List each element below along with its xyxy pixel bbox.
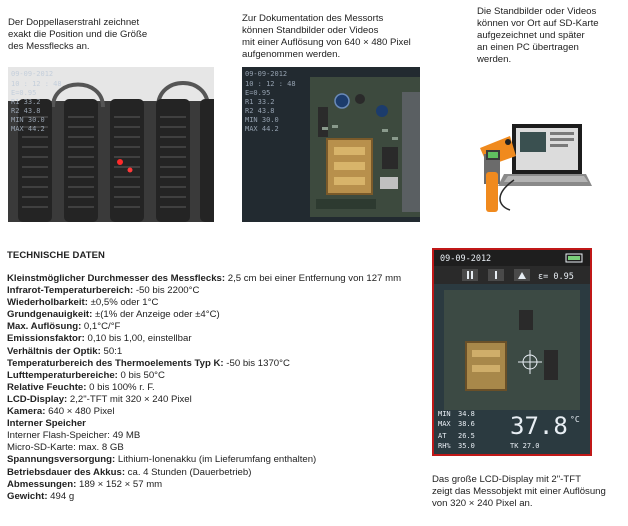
spec-row: Emissionsfaktor: 0,10 bis 1,00, einstellbar <box>7 333 192 345</box>
overlay-r2-2: R2 43.8 <box>245 107 275 115</box>
overlay-date-2: 09-09-2012 <box>245 70 288 78</box>
photo-laser-radiator <box>8 67 214 222</box>
spec-row: Interner Flash-Speicher: 49 MB <box>7 430 141 442</box>
specs-list <box>7 273 422 503</box>
overlay-r1-2: R1 33.2 <box>245 98 275 106</box>
overlay-max: MAX 44.2 <box>11 125 45 133</box>
spec-row: Max. Auflösung: 0,1°C/°F <box>7 321 121 333</box>
caption-sd-card: Die Standbilder oder Videos können vor Ort auf SD-Karte aufgezeichnet und später an einen PC übertragen werden. <box>477 6 599 65</box>
lcd-max-label: MAX <box>438 420 451 428</box>
spec-row: Micro-SD-Karte: max. 8 GB <box>7 442 124 454</box>
lcd-max-value: 38.6 <box>458 420 475 428</box>
overlay-min-2: MIN 30.0 <box>245 116 279 124</box>
caption-lcd: Das große LCD-Display mit 2"-TFT zeigt das Messobjekt mit einer Auflösung von 320 × 240 Pixel an. <box>432 474 606 509</box>
spec-row: Relative Feuchte: 0 bis 100% r. F. <box>7 381 155 393</box>
spec-row: Interner Speicher <box>7 418 86 430</box>
lcd-date: 09-09-2012 <box>440 254 492 264</box>
lcd-toolbar-icons <box>462 269 530 281</box>
laser-dot-2 <box>128 168 133 173</box>
specs-heading: TECHNISCHE DATEN <box>7 250 106 261</box>
laser-dot-1 <box>117 159 123 165</box>
overlay-emissivity: E=0.95 <box>11 89 37 97</box>
spec-row: Betriebsdauer des Akkus: ca. 4 Stunden (Dauerbetrieb) <box>7 466 252 478</box>
spec-row: LCD-Display: 2,2"-TFT mit 320 × 240 Pixel <box>7 393 192 405</box>
spec-row: Grundgenauigkeit: ±(1% der Anzeige oder ±4°C) <box>7 309 220 321</box>
spec-row: Temperaturbereich des Thermoelements Typ K: -50 bis 1370°C <box>7 357 290 369</box>
lcd-min-label: MIN <box>438 410 451 418</box>
spec-row: Spannungsversorgung: Lithium-Ionenakku (im Lieferumfang enthalten) <box>7 454 317 466</box>
overlay-emissivity-2: E=0.95 <box>245 89 271 97</box>
spec-row: Verhältnis der Optik: 50:1 <box>7 345 123 357</box>
spec-row: Gewicht: 494 g <box>7 490 75 502</box>
lcd-temperature: 37.8 <box>510 412 568 440</box>
spec-row: Lufttemperaturbereiche: 0 bis 50°C <box>7 369 165 381</box>
photo-lcd-display <box>432 248 592 456</box>
lcd-tk: TK 27.0 <box>510 442 540 450</box>
overlay-time-2: 10 : 12 : 48 <box>245 80 296 88</box>
lcd-emissivity: ε= 0.95 <box>538 272 574 282</box>
lcd-at-label: AT <box>438 432 447 440</box>
photo-device-laptop <box>474 114 592 222</box>
spec-row: Wiederholbarkeit: ±0,5% oder 1°C <box>7 297 159 309</box>
caption-laser: Der Doppellaserstrahl zeichnet exakt die Position und die Größe des Messflecks an. <box>8 17 148 52</box>
caption-documentation: Zur Dokumentation des Messorts können Standbilder oder Videos mit einer Auflösung von 640 × 480 Pixel aufgenommen werden. <box>242 13 411 60</box>
overlay-time: 10 : 12 : 48 <box>11 80 62 88</box>
battery-icon <box>568 256 580 260</box>
overlay-max-2: MAX 44.2 <box>245 125 279 133</box>
lcd-rh-value: 35.0 <box>458 442 475 450</box>
overlay-r2: R2 43.8 <box>11 107 41 115</box>
spec-row: Kleinstmöglicher Durchmesser des Messflecks: 2,5 cm bei einer Entfernung von 127 mm <box>7 273 402 284</box>
lcd-unit: °C <box>570 415 580 424</box>
overlay-min: MIN 30.0 <box>11 116 45 124</box>
pause-icon <box>462 269 478 281</box>
spec-row: Infrarot-Temperaturbereich: -50 bis 2200°C <box>7 285 200 297</box>
lcd-rh-label: RH% <box>438 442 451 450</box>
lcd-min-value: 34.8 <box>458 410 475 418</box>
overlay-date: 09-09-2012 <box>11 70 54 78</box>
spec-row: Kamera: 640 × 480 Pixel <box>7 406 115 418</box>
lcd-at-value: 26.5 <box>458 432 475 440</box>
overlay-r1: R1 33.2 <box>11 98 41 106</box>
photo-circuit-board <box>242 67 420 222</box>
spec-row: Abmessungen: 189 × 152 × 57 mm <box>7 478 163 490</box>
